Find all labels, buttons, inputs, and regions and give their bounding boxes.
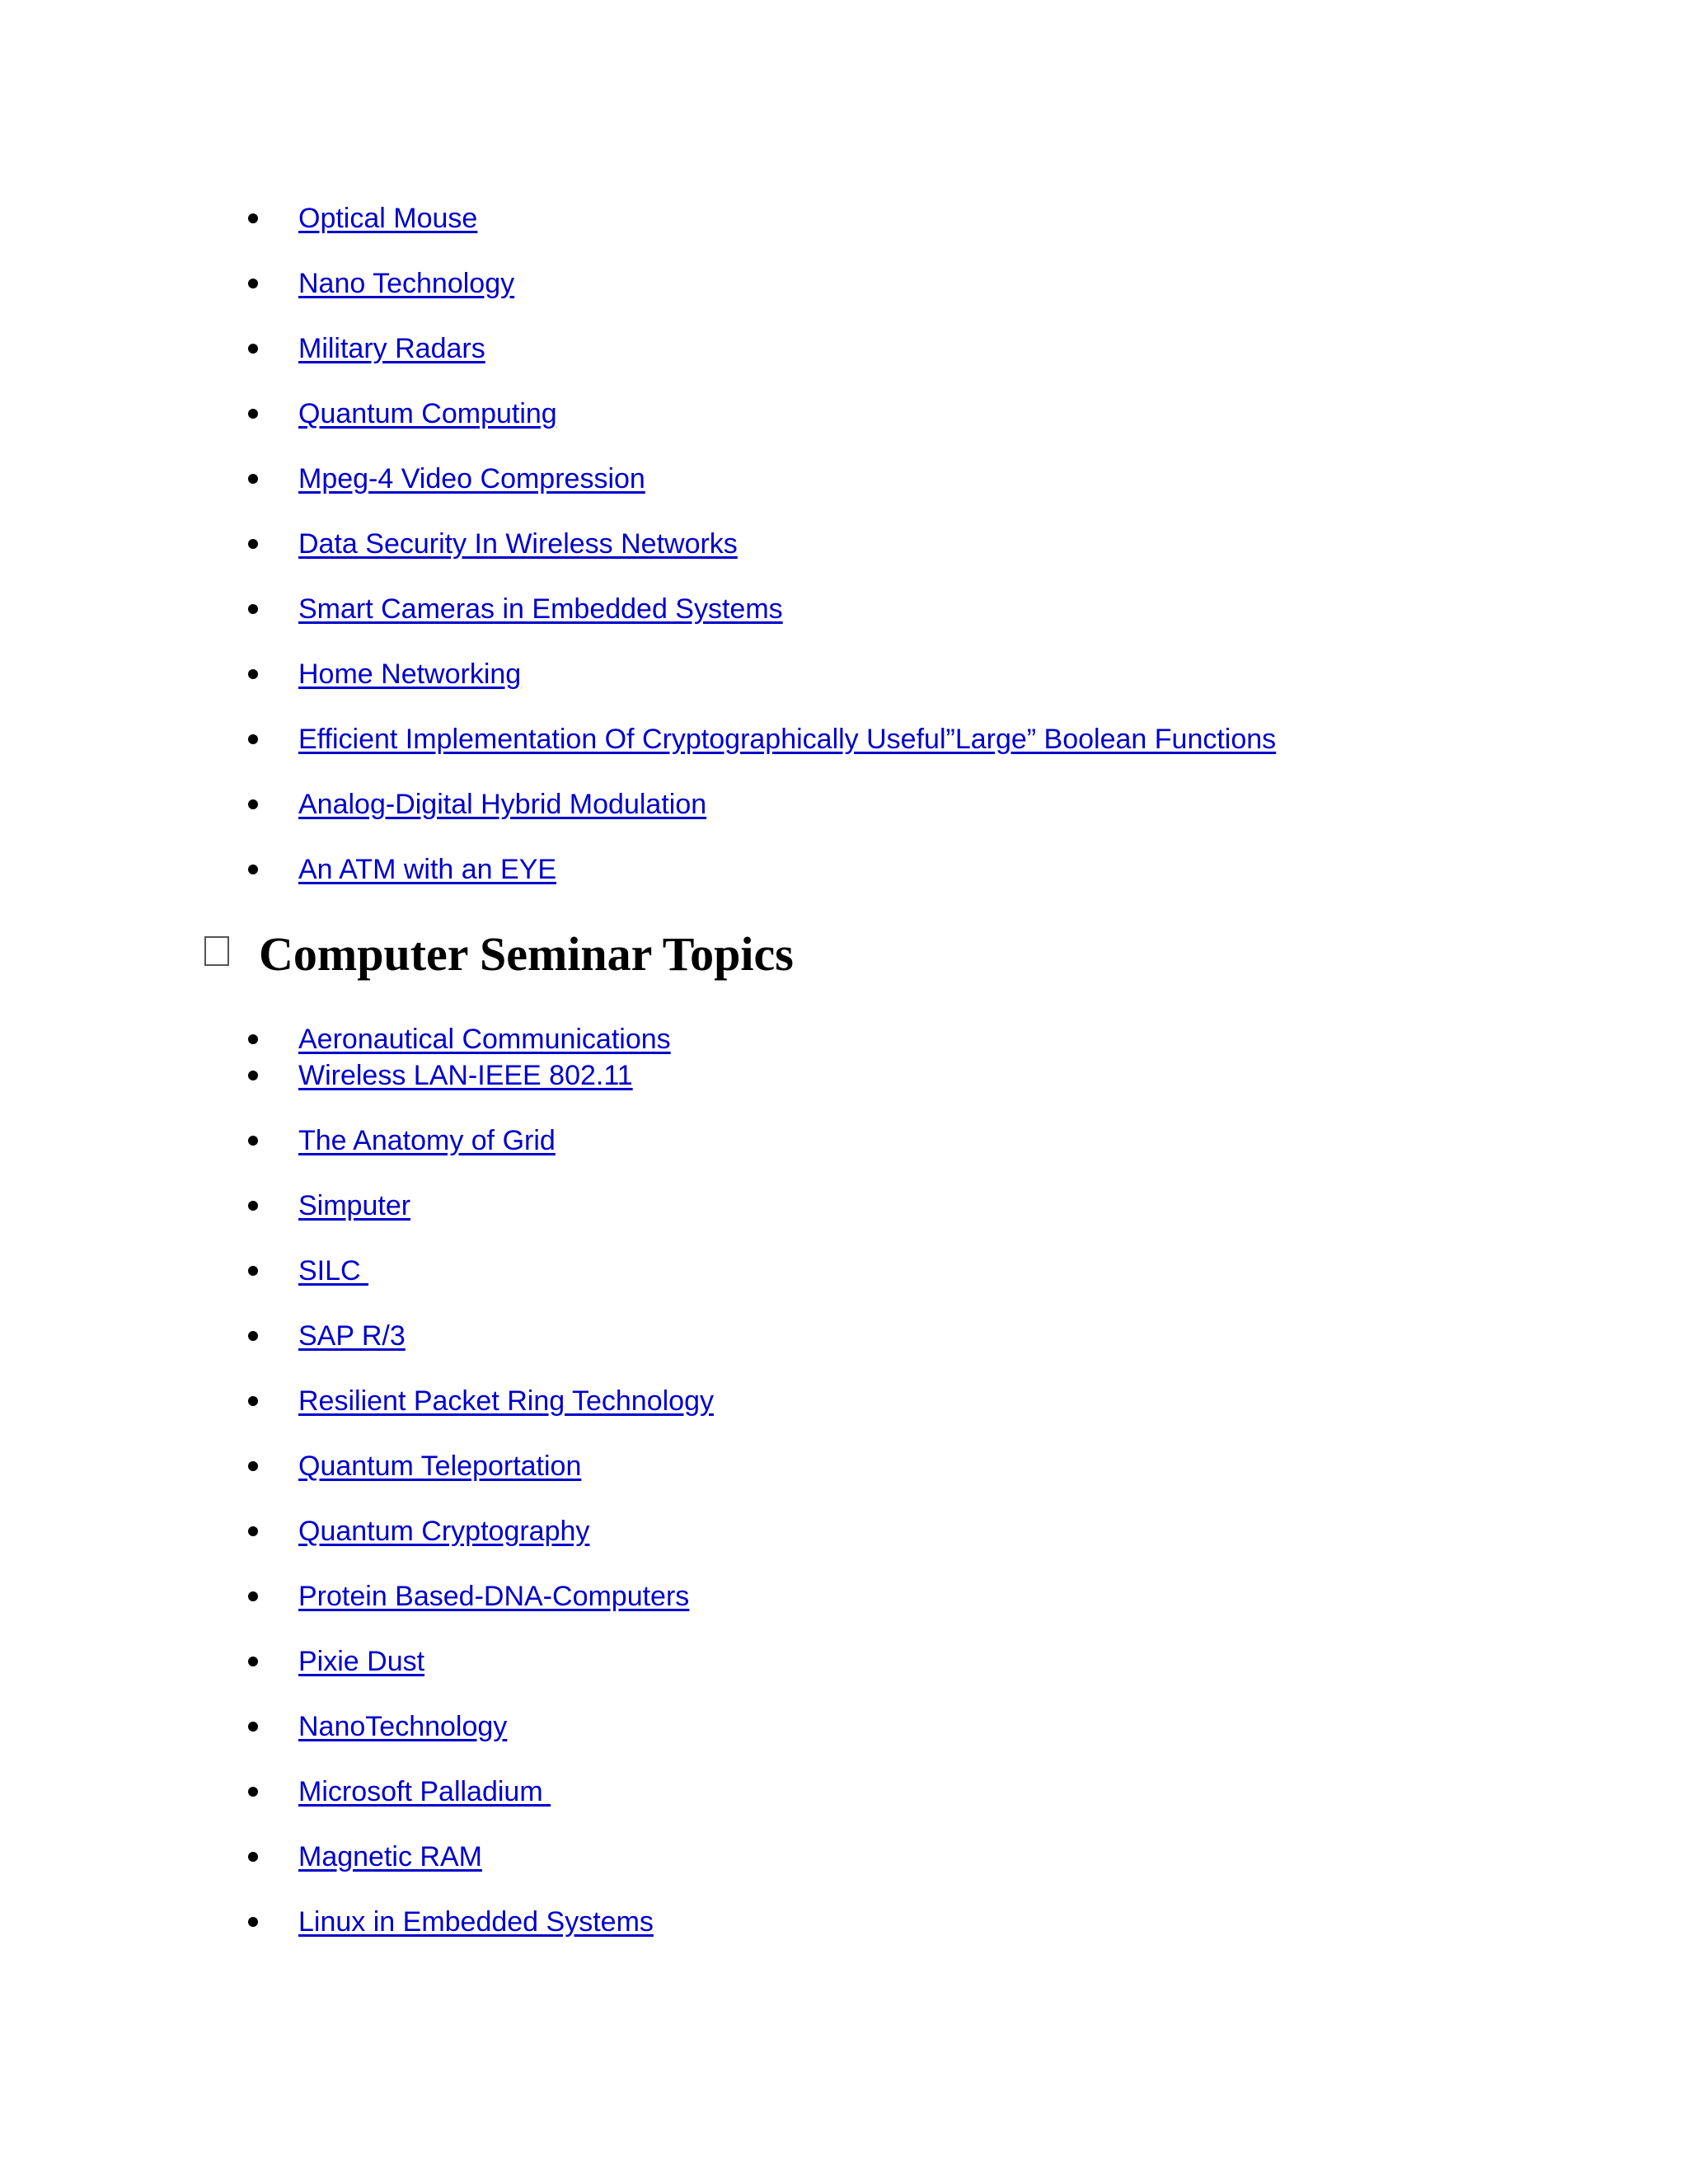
bullet-icon <box>248 1034 258 1044</box>
bullet-icon <box>248 1071 258 1080</box>
bullet-icon <box>248 1657 258 1666</box>
topic-link-nano-technology[interactable]: Nano Technology <box>298 268 515 299</box>
topic-link-silc[interactable]: SILC <box>298 1255 369 1286</box>
topic-link-aeronautical-communications[interactable]: Aeronautical Communications <box>298 1024 671 1055</box>
topic-link-smart-cameras[interactable]: Smart Cameras in Embedded Systems <box>298 593 783 625</box>
empty-square-icon <box>204 936 229 966</box>
topic-link-magnetic-ram[interactable]: Magnetic RAM <box>298 1841 482 1872</box>
topic-link-optical-mouse[interactable]: Optical Mouse <box>298 203 478 234</box>
topic-link-resilient-packet-ring[interactable]: Resilient Packet Ring Technology <box>298 1385 714 1417</box>
bullet-icon <box>248 865 258 874</box>
topic-link-atm-with-eye[interactable]: An ATM with an EYE <box>298 854 557 885</box>
topic-link-quantum-teleportation[interactable]: Quantum Teleportation <box>298 1451 582 1482</box>
bullet-icon <box>248 1461 258 1471</box>
topic-link-boolean-functions[interactable]: Efficient Implementation Of Cryptographically Useful”Large” Boolean Functions <box>298 724 1277 755</box>
topic-link-linux-embedded[interactable]: Linux in Embedded Systems <box>298 1906 654 1938</box>
bullet-icon <box>248 1526 258 1536</box>
topic-link-wireless-lan[interactable]: Wireless LAN-IEEE 802.11 <box>298 1060 633 1091</box>
bullet-icon <box>248 213 258 223</box>
topic-link-simputer[interactable]: Simputer <box>298 1190 411 1221</box>
bullet-icon <box>248 1201 258 1211</box>
bullet-icon <box>248 474 258 484</box>
bullet-icon <box>248 669 258 679</box>
bullet-icon <box>248 1722 258 1732</box>
bullet-icon <box>248 1917 258 1927</box>
topic-link-sap-r3[interactable]: SAP R/3 <box>298 1320 406 1352</box>
topic-link-protein-dna-computers[interactable]: Protein Based-DNA-Computers <box>298 1581 690 1612</box>
topic-link-data-security-wireless[interactable]: Data Security In Wireless Networks <box>298 528 738 560</box>
bullet-icon <box>248 799 258 809</box>
topic-link-mpeg4-video-compression[interactable]: Mpeg-4 Video Compression <box>298 463 645 494</box>
topic-link-military-radars[interactable]: Military Radars <box>298 333 485 364</box>
topic-link-anatomy-of-grid[interactable]: The Anatomy of Grid <box>298 1125 556 1156</box>
bullet-icon <box>248 539 258 549</box>
bullet-icon <box>248 279 258 288</box>
bullet-icon <box>248 1331 258 1341</box>
section-heading <box>204 921 794 987</box>
bullet-icon <box>248 604 258 614</box>
topic-link-quantum-cryptography[interactable]: Quantum Cryptography <box>298 1516 590 1547</box>
topic-link-microsoft-palladium[interactable]: Microsoft Palladium <box>298 1776 551 1807</box>
bullet-icon <box>248 1266 258 1276</box>
bullet-icon <box>248 409 258 419</box>
topic-link-quantum-computing[interactable]: Quantum Computing <box>298 398 557 429</box>
bullet-icon <box>248 1852 258 1862</box>
topic-link-pixie-dust[interactable]: Pixie Dust <box>298 1646 425 1677</box>
topic-link-analog-digital-modulation[interactable]: Analog-Digital Hybrid Modulation <box>298 789 707 820</box>
bullet-icon <box>248 344 258 354</box>
bullet-icon <box>248 734 258 744</box>
bullet-icon <box>248 1136 258 1146</box>
topic-link-nanotechnology[interactable]: NanoTechnology <box>298 1711 508 1742</box>
bullet-icon <box>248 1787 258 1797</box>
topic-link-home-networking[interactable]: Home Networking <box>298 658 522 690</box>
bullet-icon <box>248 1591 258 1601</box>
bullet-icon <box>248 1396 258 1406</box>
section-heading-text: Computer Seminar Topics <box>259 927 794 981</box>
